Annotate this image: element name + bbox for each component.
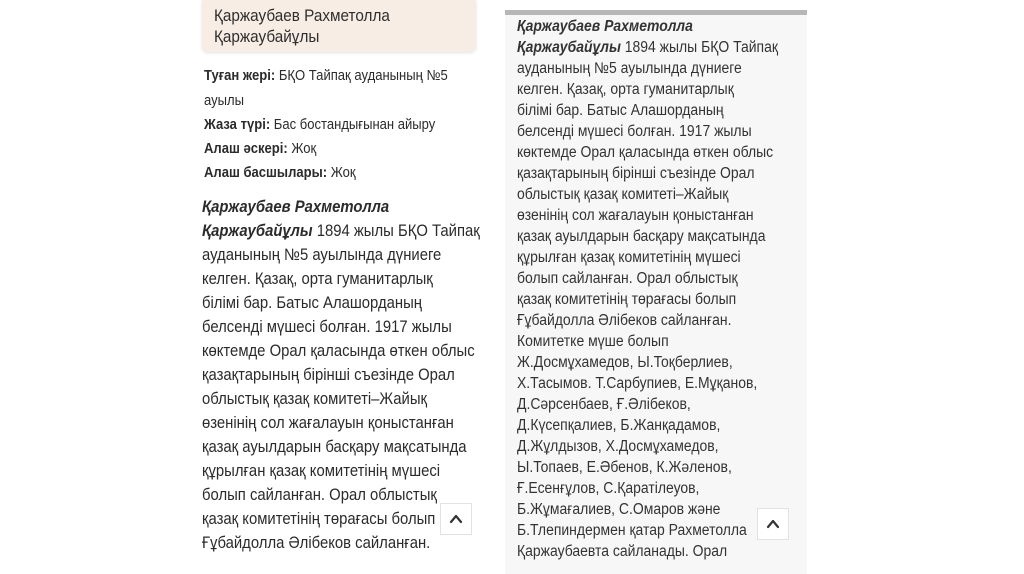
bio-line: ауданының №5 ауылында дүниеге (517, 60, 742, 77)
info-value: Жоқ (287, 141, 317, 157)
bio-line: Д.Жұлдызов, Х.Досмұхамедов, (517, 438, 719, 455)
info-row-birthplace-cont (204, 93, 244, 109)
bio-line: Б.Тлепиндермен қатар Рахметолла (517, 522, 747, 539)
info-value: Бас бостандығынан айыру (270, 117, 436, 133)
info-value: ауылы (204, 93, 245, 109)
chevron-up-icon (766, 517, 780, 531)
bio-line: келген. Қазақ, орта гуманитарлық (202, 270, 433, 288)
bio-line: қазақ комитетінің төрағасы болып (202, 510, 436, 528)
info-row-punishment (204, 117, 435, 133)
bio-line: Қаржаубаев Рахметолла (202, 198, 390, 216)
bio-line: көктемде Орал қаласында өткен облыс (517, 144, 774, 161)
bio-line: Ж.Досмұхамедов, Ы.Тоқберлиев, (517, 354, 733, 371)
bio-line: Х.Тасымов. Т.Сарбупиев, Е.Мұқанов, (517, 375, 758, 392)
bio-line: болып сайланған. Орал облыстық (517, 270, 738, 287)
bio-line: Ғұбайдолла Әлібеков сайланған. (202, 534, 431, 552)
panel-top-border (505, 10, 807, 15)
info-value: Жоқ (327, 165, 356, 181)
bio-line: қазақтарының бірінші съезінде Орал (517, 165, 755, 182)
chevron-up-icon (449, 512, 463, 526)
bio-line: Б.Жұмағалиев, С.Омаров және (517, 501, 721, 518)
info-row-alash-leaders (204, 165, 356, 181)
bio-line: облыстық қазақ комитеті–Жайық (202, 390, 428, 408)
right-biography-panel (505, 10, 807, 574)
bio-line: облыстық қазақ комитеті–Жайық (517, 186, 729, 203)
bio-line: Ғ.Есенғұлов, С.Қаратілеуов, (517, 480, 700, 497)
name-card (202, 0, 476, 52)
bio-line: болып сайланған. Орал облыстық (202, 486, 437, 504)
bio-line: көктемде Орал қаласында өткен облыс (202, 342, 475, 360)
bio-line: белсенді мүшесі болған. 1917 жылы (202, 318, 452, 336)
name-card-line-1: Қаржаубаев Рахметолла (214, 6, 390, 25)
bio-line: Ғұбайдолла Әлібеков сайланған. (517, 312, 732, 329)
bio-line: білімі бар. Батыс Алашорданың (202, 294, 422, 312)
info-label: Алаш басшылары: (204, 165, 328, 181)
bio-line: өзенінің сол жағалауын қоныстанған (517, 207, 754, 224)
info-row-alash-army (204, 141, 316, 157)
bio-line: құрылған қазақ комитетінің мүшесі (517, 249, 741, 266)
bio-line: Қаржаубаевта сайланады. Орал (517, 543, 728, 560)
bio-line: қазақтарының бірінші съезінде Орал (202, 366, 455, 384)
bio-line: Қаржаубайұлы 1894 жылы БҚО Тайпақ (202, 222, 480, 240)
bio-line: өзенінің сол жағалауын қоныстанған (202, 414, 454, 432)
info-row-birthplace (204, 68, 448, 84)
scroll-to-top-button-right[interactable] (757, 508, 789, 540)
left-profile-panel (196, 0, 486, 574)
bio-line: құрылған қазақ комитетінің мүшесі (202, 462, 441, 480)
name-card-line-2: Қаржаубайұлы (214, 27, 320, 46)
bio-line: Қаржаубайұлы 1894 жылы БҚО Тайпақ (517, 39, 778, 56)
info-label: Туған жері: (204, 68, 276, 84)
bio-line: Ы.Топаев, Е.Әбенов, К.Жәленов, (517, 459, 732, 476)
bio-line: келген. Қазақ, орта гуманитарлық (517, 81, 734, 98)
scroll-to-top-button-left[interactable] (440, 503, 472, 535)
info-label: Алаш әскері: (204, 141, 288, 157)
bio-line: білімі бар. Батыс Алашорданың (517, 102, 724, 119)
info-label: Жаза түрі: (204, 117, 271, 133)
bio-line: қазақ ауылдарын басқару мақсатында (517, 228, 766, 245)
bio-line: Д.Күсепқалиев, Б.Жанқадамов, (517, 417, 721, 434)
bio-line: Комитетке мүше болып (517, 333, 669, 350)
info-value: БҚО Тайпақ ауданының №5 (275, 68, 448, 84)
bio-line: қазақ ауылдарын басқару мақсатында (202, 438, 467, 456)
bio-line: ауданының №5 ауылында дүниеге (202, 246, 442, 264)
bio-line: Қаржаубаев Рахметолла (517, 18, 693, 35)
bio-line: белсенді мүшесі болған. 1917 жылы (517, 123, 752, 140)
bio-line: Д.Сәрсенбаев, Ғ.Әлібеков, (517, 396, 691, 413)
bio-line: қазақ комитетінің төрағасы болып (517, 291, 737, 308)
